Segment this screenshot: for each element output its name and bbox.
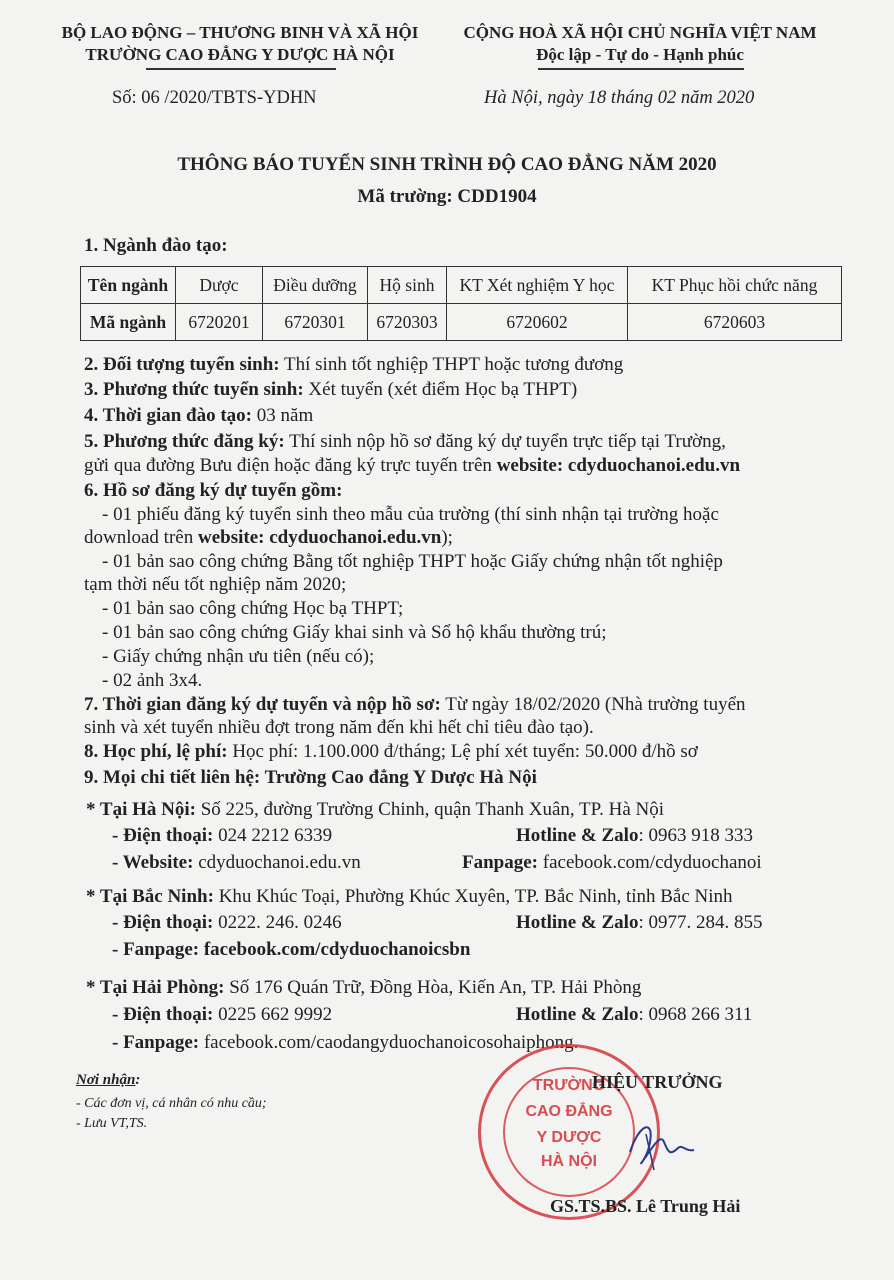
section-8-text: Học phí: 1.100.000 đ/tháng; Lệ phí xét tuyển: 50.000 đ/hồ sơ — [227, 741, 698, 762]
fanpage-value: facebook.com/cdyduochanoicsbn — [199, 939, 471, 960]
document-number: Số: 06 /2020/TBTS-YDHN — [112, 88, 317, 108]
row-header-name: Tên ngành — [81, 267, 176, 304]
haiphong-hotline — [516, 1003, 752, 1026]
major-code-cell: 6720602 — [447, 304, 628, 341]
major-code-cell: 6720301 — [263, 304, 368, 341]
hanoi-address — [86, 798, 664, 821]
section-4-label: 4. Thời gian đào tạo: — [84, 405, 253, 426]
fanpage-value: facebook.com/caodangyduochanoicosohaiphong. — [199, 1032, 579, 1053]
major-name-cell: Điều dưỡng — [263, 267, 368, 304]
bacninh-hotline — [516, 911, 762, 934]
bacninh-fanpage — [112, 938, 470, 961]
phone-label: - Điện thoại: — [112, 1004, 214, 1025]
bacninh-address — [86, 885, 733, 908]
major-name-cell: KT Xét nghiệm Y học — [447, 267, 628, 304]
phone-value: 0222. 246. 0246 — [213, 912, 342, 933]
table-row — [81, 304, 842, 341]
phone-label: - Điện thoại: — [112, 912, 214, 933]
majors-table — [80, 266, 842, 341]
seal-text: Y DƯỢC — [536, 1129, 602, 1146]
school-code: Mã trường: CDD1904 — [357, 186, 537, 207]
item-text: ); — [441, 527, 453, 548]
table-row — [81, 267, 842, 304]
major-code-cell: 6720303 — [368, 304, 447, 341]
section-4 — [84, 404, 313, 427]
ministry-name: BỘ LAO ĐỘNG – THƯƠNG BINH VÀ XÃ HỘI — [61, 23, 419, 42]
section-6-heading: 6. Hồ sơ đăng ký dự tuyển gồm: — [84, 480, 343, 501]
recipients-colon: : — [135, 1072, 141, 1088]
haiphong-label: * Tại Hải Phòng: — [86, 977, 225, 998]
bacninh-address-text: Khu Khúc Toại, Phường Khúc Xuyên, TP. Bắc Ninh, tỉnh Bắc Ninh — [213, 886, 733, 907]
list-item: - Giấy chứng nhận ưu tiên (nếu có); — [102, 646, 375, 667]
section-2-label: 2. Đối tượng tuyển sinh: — [84, 354, 280, 375]
recipient-item: - Lưu VT,TS. — [76, 1116, 148, 1131]
hotline-value: : 0977. 284. 855 — [638, 912, 763, 933]
section-7 — [84, 693, 746, 716]
signer-role: HIỆU TRƯỞNG — [592, 1072, 723, 1092]
section-7-text: Từ ngày 18/02/2020 (Nhà trường tuyển — [440, 694, 746, 715]
website-label: - Website: — [112, 852, 194, 873]
fanpage-value: facebook.com/cdyduochanoi — [538, 852, 762, 873]
major-code-cell: 6720201 — [176, 304, 263, 341]
section-8 — [84, 740, 698, 763]
section-3-text: Xét tuyển (xét điểm Học bạ THPT) — [303, 379, 578, 400]
signer-name: GS.TS.BS. Lê Trung Hải — [550, 1196, 741, 1216]
phone-label: - Điện thoại: — [112, 825, 214, 846]
major-name-cell: Hộ sinh — [368, 267, 447, 304]
section-7-label: 7. Thời gian đăng ký dự tuyển và nộp hồ sơ: — [84, 694, 441, 715]
seal-text: CAO ĐẲNG — [525, 1103, 613, 1120]
section-5-label: 5. Phương thức đăng ký: — [84, 431, 285, 452]
hotline-label: Hotline & Zalo — [516, 1004, 639, 1025]
hotline-value: : 0963 918 333 — [638, 825, 753, 846]
handwritten-signature-icon — [620, 1112, 700, 1182]
hanoi-address-text: Số 225, đường Trường Chinh, quận Thanh Xuân, TP. Hà Nội — [195, 799, 665, 820]
major-code-cell: 6720603 — [628, 304, 842, 341]
hotline-label: Hotline & Zalo — [516, 912, 639, 933]
phone-value: 024 2212 6339 — [213, 825, 333, 846]
motto: Độc lập - Tự do - Hạnh phúc — [536, 45, 744, 64]
list-item: - 01 bản sao công chứng Giấy khai sinh và Sổ hộ khẩu thường trú; — [102, 622, 607, 643]
list-item: tạm thời nếu tốt nghiệp năm 2020; — [84, 574, 347, 595]
document-title: THÔNG BÁO TUYỂN SINH TRÌNH ĐỘ CAO ĐẲNG NĂM 2020 — [177, 154, 717, 175]
section-4-text: 03 năm — [252, 405, 314, 426]
bacninh-label: * Tại Bắc Ninh: — [86, 886, 214, 907]
bacninh-phone — [112, 911, 342, 934]
list-item: - 01 bản sao công chứng Bằng tốt nghiệp THPT hoặc Giấy chứng nhận tốt nghiệp — [102, 551, 723, 572]
recipient-item: - Các đơn vị, cá nhân có nhu cầu; — [76, 1096, 267, 1111]
item-website: website: cdyduochanoi.edu.vn — [197, 527, 442, 548]
section-3-label: 3. Phương thức tuyển sinh: — [84, 379, 304, 400]
document-date: Hà Nội, ngày 18 tháng 02 năm 2020 — [484, 88, 755, 108]
major-name-cell: KT Phục hồi chức năng — [628, 267, 842, 304]
school-name: TRƯỜNG CAO ĐẲNG Y DƯỢC HÀ NỘI — [85, 45, 395, 64]
haiphong-fanpage — [112, 1031, 578, 1054]
hotline-value: : 0968 266 311 — [638, 1004, 753, 1025]
section-3 — [84, 378, 577, 401]
section-7-line2: sinh và xét tuyển nhiều đợt trong năm đến khi hết chỉ tiêu đào tạo). — [84, 717, 594, 738]
list-item: - 02 ảnh 3x4. — [102, 670, 203, 691]
haiphong-address-text: Số 176 Quán Trữ, Đồng Hòa, Kiến An, TP. Hải Phòng — [224, 977, 642, 998]
fanpage-label: Fanpage: — [462, 852, 538, 873]
hanoi-website — [112, 851, 361, 874]
list-item: - 01 bản sao công chứng Học bạ THPT; — [102, 598, 404, 619]
website-value: cdyduochanoi.edu.vn — [193, 852, 361, 873]
country-name: CỘNG HOÀ XÃ HỘI CHỦ NGHĨA VIỆT NAM — [463, 23, 817, 42]
section-5-text: Thí sinh nộp hồ sơ đăng ký dự tuyển trực tiếp tại Trường, — [284, 431, 726, 452]
fanpage-label: - Fanpage: — [112, 939, 200, 960]
haiphong-address — [86, 976, 641, 999]
section-5-line2 — [84, 454, 740, 477]
fanpage-label: - Fanpage: — [112, 1032, 200, 1053]
section-9-heading: 9. Mọi chi tiết liên hệ: Trường Cao đẳng Y Dược Hà Nội — [84, 767, 537, 788]
recipients-title — [76, 1072, 140, 1089]
school-underline — [146, 68, 336, 70]
section-8-label: 8. Học phí, lệ phí: — [84, 741, 228, 762]
hanoi-hotline — [516, 824, 753, 847]
major-name-cell: Dược — [176, 267, 263, 304]
hanoi-fanpage — [462, 851, 762, 874]
section-5 — [84, 430, 726, 453]
motto-underline — [538, 68, 744, 70]
seal-text: TRƯỜNG — [532, 1077, 606, 1094]
hotline-label: Hotline & Zalo — [516, 825, 639, 846]
hanoi-label: * Tại Hà Nội: — [86, 799, 196, 820]
phone-value: 0225 662 9992 — [213, 1004, 333, 1025]
list-item: - 01 phiếu đăng ký tuyển sinh theo mẫu của trường (thí sinh nhận tại trường hoặc — [102, 504, 719, 525]
hanoi-phone — [112, 824, 332, 847]
section-5-website: website: cdyduochanoi.edu.vn — [496, 455, 741, 476]
section-1-heading: 1. Ngành đào tạo: — [84, 235, 228, 256]
list-item — [84, 526, 453, 549]
section-2 — [84, 353, 623, 376]
seal-text: HÀ NỘI — [541, 1153, 597, 1170]
row-header-code: Mã ngành — [81, 304, 176, 341]
haiphong-phone — [112, 1003, 332, 1026]
section-2-text: Thí sinh tốt nghiệp THPT hoặc tương đương — [279, 354, 624, 375]
item-text: download trên — [84, 527, 198, 548]
section-5-text2: gửi qua đường Bưu điện hoặc đăng ký trực tuyến trên — [84, 455, 497, 476]
recipients-title-text: Nơi nhận — [76, 1072, 136, 1088]
